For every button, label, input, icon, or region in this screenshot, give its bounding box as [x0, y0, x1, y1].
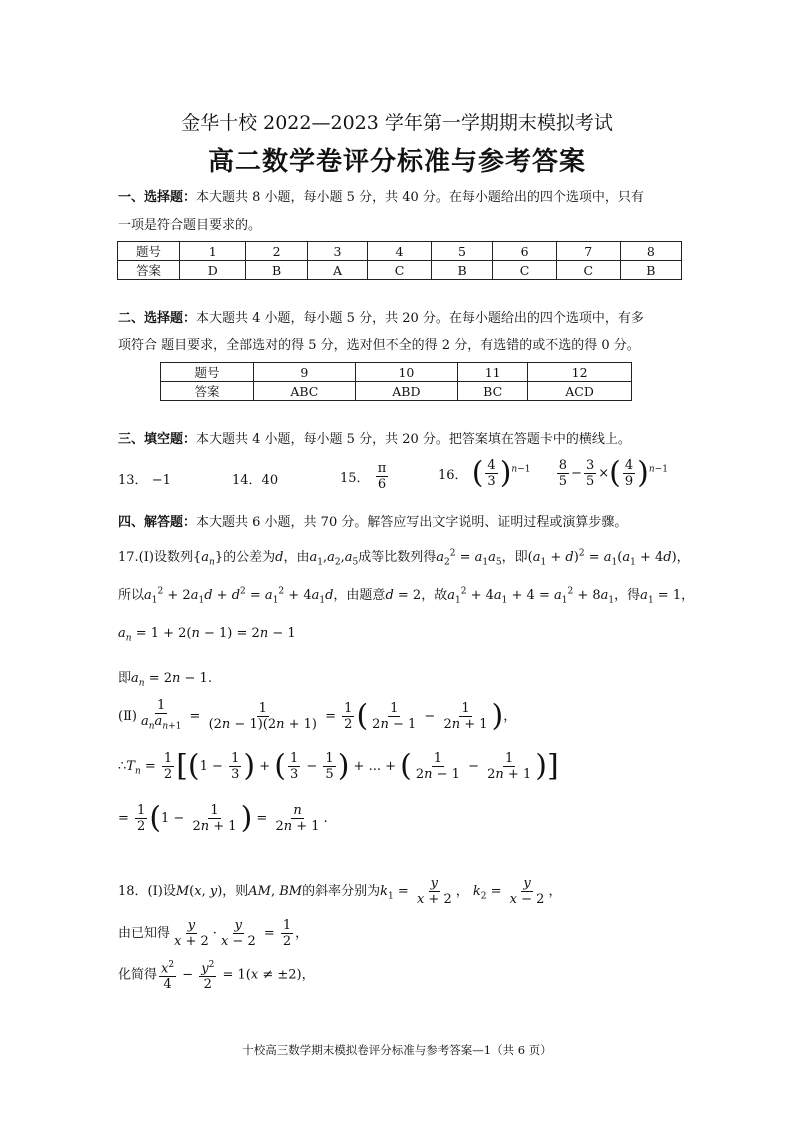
- q17-line2: 所以$a_1^2 + 2a_1d + d^2 = a_1^2 + 4a_1d$，由题意d = 2，故$a_1^2 + 4a_1 + 4 = a_1^2 + 8a_1$，得$a_1 = 1$，: [118, 586, 695, 606]
- table-cell: 10: [355, 363, 457, 382]
- section1-intro: [118, 186, 644, 205]
- q13-label: 13．: [118, 473, 148, 488]
- section3-heading: 三、填空题：: [118, 432, 197, 447]
- table-cell: C: [493, 261, 557, 280]
- section3-intro: [118, 428, 631, 447]
- section4-heading: 四、解答题：: [118, 515, 197, 530]
- q15-fraction: [376, 461, 389, 492]
- table-row-label: 题号: [161, 363, 254, 382]
- section4-text: 本大题共 6 小题，共 70 分。解答应写出文字说明、证明过程或演算步骤。: [196, 515, 628, 530]
- q14-answer-line: [232, 469, 278, 488]
- q16-answer-a: ( $\frac{4}{3}$ )$^{n-1}$: [471, 455, 531, 491]
- q17-line1: 17.(Ⅰ)设数列$\{a_n\}$的公差为d，由$a_1,a_2,a_5$成等比数列得$a_2^2 = a_1a_5$，即$(a_1 + d)^2 = a_1(a_1 + 4d)$，: [118, 548, 690, 568]
- q14-label: 14．: [232, 473, 262, 488]
- table-row: [161, 363, 632, 382]
- table-cell: BC: [458, 382, 528, 401]
- q17-text: 即: [118, 671, 132, 686]
- section1-text-line1: 本大题共 8 小题，每小题 5 分，共 40 分。在每小题给出的四个选项中，只有: [196, 190, 644, 205]
- table-cell: B: [246, 261, 307, 280]
- q17-text: 的公差为: [223, 550, 276, 565]
- q13-answer-line: [118, 469, 171, 488]
- q15-answer-line: [340, 461, 390, 492]
- q17-text: ，由题意: [333, 588, 386, 603]
- table-row-label: 答案: [161, 382, 254, 401]
- table-cell: ABD: [355, 382, 457, 401]
- section1-heading: 一、选择题：: [118, 190, 197, 205]
- table-cell: 9: [254, 363, 356, 382]
- document-title: 金华十校 2022—2023 学年第一学期期末模拟考试: [181, 112, 613, 134]
- section2-text-line2: 项符合 题目要求，全部选对的得 5 分，选对但不全的得 2 分，有选错的或不选的得 0 分。: [118, 338, 640, 353]
- document-subtitle: 高二数学卷评分标准与参考答案: [207, 147, 586, 177]
- section1-answer-table: [117, 241, 682, 280]
- q16-answer-b: $\frac{8}{5}$ − $\frac{3}{5}$ ×( $\frac{4}{9}$ )$^{n-1}$: [558, 455, 668, 491]
- q18-line3: 化简得 $\frac{x^2}{4}$ − $\frac{y^2}{2}$ = 1(x ≠ ±2)，: [118, 960, 315, 993]
- table-cell: 5: [431, 242, 492, 261]
- table-row: [161, 382, 632, 401]
- table-cell: C: [368, 261, 432, 280]
- table-cell: B: [620, 261, 681, 280]
- q17-part2-label: (Ⅱ): [118, 708, 137, 724]
- q16-answer-line: [438, 455, 668, 491]
- q15-label: 15．: [340, 471, 370, 486]
- q18-line1: 18．(Ⅰ)设M(x, y)，则AM, BM的斜率分别为$k_1$ = $\frac{y}{x + 2}$ ， $k_2$ = $\frac{y}{x - 2}$ ，: [118, 876, 562, 907]
- table-row-label: 答案: [118, 261, 180, 280]
- q17-text: 所以: [118, 588, 145, 603]
- q14-answer: 40: [261, 473, 279, 488]
- q15-denominator: 6: [377, 477, 387, 492]
- table-cell: ACD: [528, 382, 632, 401]
- q17-text: 17.(Ⅰ)设数列: [118, 550, 193, 565]
- section3-text: 本大题共 4 小题，每小题 5 分，共 20 分。把答案填在答题卡中的横线上。: [196, 432, 631, 447]
- table-cell: 3: [307, 242, 367, 261]
- q17-text: ，即: [501, 550, 528, 565]
- table-cell: 8: [620, 242, 681, 261]
- therefore-symbol: ∴: [118, 759, 127, 774]
- table-cell: ABC: [254, 382, 356, 401]
- q18-text: ，则: [222, 884, 249, 899]
- table-row: [118, 261, 682, 280]
- table-cell: A: [307, 261, 367, 280]
- q17-line3: $a_n = 1 + 2(n - 1) = 2n - 1$: [118, 626, 296, 644]
- page-footer: 十校高三数学期末模拟卷评分标准与参考答案—1（共 6 页）: [242, 1043, 552, 1057]
- table-cell: 7: [556, 242, 620, 261]
- q17-text: 成等比数列得: [358, 550, 437, 565]
- section4-intro: [118, 511, 627, 530]
- q17-part2-line1: (Ⅱ) $\frac{1}{a_na_{n+1}}$ = $\frac{1}{(2n - 1)(2n + 1)}$ = $\frac{1}{2}$ ( $\frac{1}{2n - 1}$ − $\frac{1}{2n + 1}$ )，: [118, 698, 517, 734]
- q17-part2-line3: = $\frac{1}{2}$ (1 − $\frac{1}{2n + 1}$ ) = $\frac{n}{2n + 1}$ .: [118, 800, 328, 836]
- section2-heading: 二、选择题：: [118, 311, 197, 326]
- q17-text: ，由: [283, 550, 310, 565]
- q17-part2-line2: $\therefore T_n$ = $\frac{1}{2}$ [(1 − $\frac{1}{3}$ ) + ( $\frac{1}{3}$ − $\frac{1}{5}$ ) + ... + ( $\frac{1}{2n - 1}$ − $\frac{1}{2n + 1}$ )]: [118, 748, 559, 784]
- section2-answer-table: [160, 362, 632, 401]
- table-cell: 2: [246, 242, 307, 261]
- q18-text: 18．(Ⅰ)设: [118, 884, 176, 899]
- q18-text: 化简得: [118, 967, 158, 983]
- table-row: [118, 242, 682, 261]
- q18-text: 由已知得: [118, 926, 171, 941]
- table-cell: 6: [493, 242, 557, 261]
- section2-text-line1: 本大题共 4 小题，每小题 5 分，共 20 分。在每小题给出的四个选项中，有多: [196, 311, 644, 326]
- q17-text: ，得: [614, 588, 641, 603]
- table-cell: 11: [458, 363, 528, 382]
- table-row-label: 题号: [118, 242, 180, 261]
- table-cell: 1: [180, 242, 246, 261]
- table-cell: 4: [368, 242, 432, 261]
- q17-line4: 即$a_n = 2n - 1$.: [118, 671, 212, 689]
- section2-intro: [118, 307, 644, 326]
- table-cell: B: [431, 261, 492, 280]
- table-cell: C: [556, 261, 620, 280]
- table-cell: 12: [528, 363, 632, 382]
- q13-answer: −1: [151, 473, 171, 488]
- q17-text: ，故: [421, 588, 448, 603]
- q18-line2: 由已知得 $\frac{y}{x + 2}$ · $\frac{y}{x - 2}$ = $\frac{1}{2}$ ，: [118, 918, 309, 949]
- q18-text: 的斜率分别为: [302, 884, 381, 899]
- table-cell: D: [180, 261, 246, 280]
- section1-text-line2: 一项是符合题目要求的。: [118, 218, 262, 233]
- q16-label: 16．: [438, 468, 468, 483]
- q15-numerator: π: [377, 461, 387, 476]
